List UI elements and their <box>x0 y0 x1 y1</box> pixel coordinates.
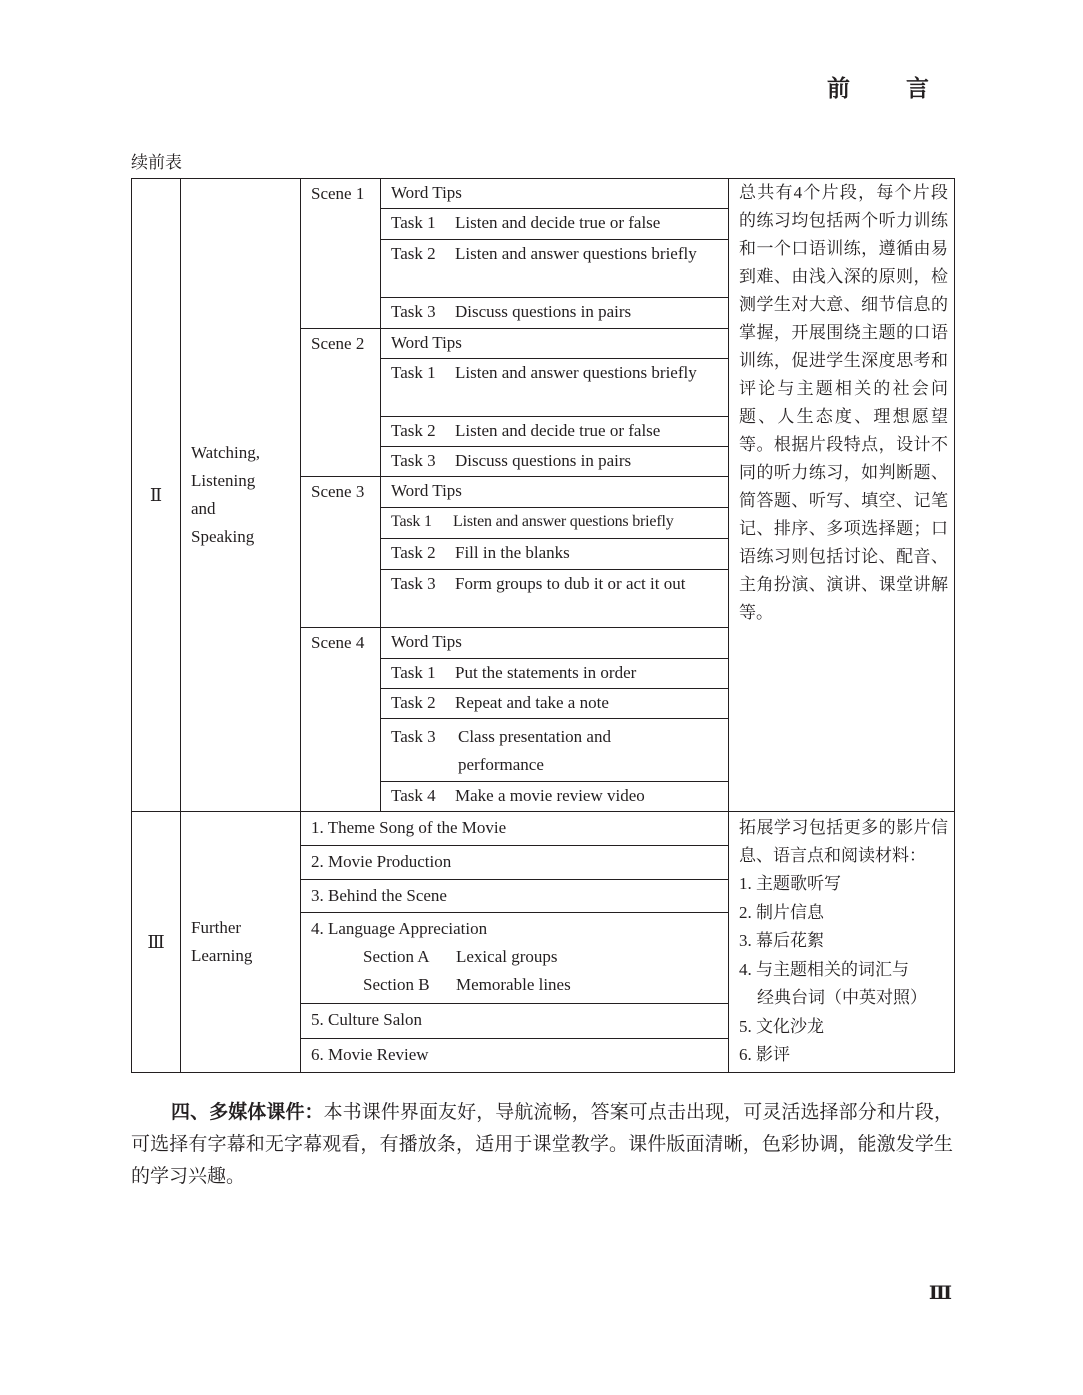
part-ii-description: 总共有4个片段，每个片段的练习均包括两个听力训练和一个口语训练，遵循由易到难、由浅入深的原则，检测学生对大意、细节信息的掌握，开展围绕主题的口语训练，促进学生深度思考和评论与主题相关的社会问题、人生态度、理想愿望等。根据片段特点，设计不同的听力练习，如判断题、简答题、听写、填空、记笔记、排序、多项选择题；口语练习则包括讨论、配音、主角扮演、演讲、课堂讲解等。 <box>729 179 955 812</box>
module-line: Watching, <box>191 443 260 462</box>
list-item: 经典台词（中英对照） <box>757 988 927 1007</box>
further-item-language <box>301 913 729 1004</box>
task-text: Listen and answer questions briefly <box>453 513 674 530</box>
table-row <box>132 179 955 209</box>
scene-label: Scene 4 <box>301 628 381 812</box>
task-number: Task 2 <box>391 421 436 440</box>
task-text: Listen and decide true or false <box>455 213 661 232</box>
task-cell <box>381 240 729 298</box>
list-item: 6. 影评 <box>739 1045 790 1064</box>
task-cell <box>381 659 729 689</box>
task-text: Word Tips <box>391 632 462 651</box>
section-text: Lexical groups <box>456 947 558 966</box>
task-text: Make a movie review video <box>455 786 645 805</box>
task-cell <box>381 782 729 812</box>
part-ii-numeral: Ⅱ <box>132 179 181 812</box>
task-cell <box>381 359 729 417</box>
scene-label: Scene 3 <box>301 477 381 628</box>
task-cell <box>381 689 729 719</box>
task-text: Listen and answer questions briefly <box>455 244 697 263</box>
task-text: Listen and decide true or false <box>455 421 661 440</box>
task-cell <box>381 209 729 240</box>
table-row <box>132 812 955 846</box>
page-number: Ⅲ <box>928 1282 952 1304</box>
task-cell <box>381 329 729 359</box>
task-text: Listen and answer questions briefly <box>455 363 697 382</box>
part-ii-module <box>181 179 301 812</box>
task-number: Task 4 <box>391 786 436 805</box>
task-text: Put the statements in order <box>455 663 637 682</box>
task-number: Task 2 <box>391 543 436 562</box>
further-item: 4. Language Appreciation <box>311 919 488 938</box>
task-cell <box>381 508 729 539</box>
list-item: 1. 主题歌听写 <box>739 874 841 893</box>
description-list <box>739 870 948 1070</box>
task-cell <box>381 539 729 570</box>
task-text: Discuss questions in pairs <box>455 302 632 321</box>
task-cell <box>381 628 729 659</box>
list-item: 3. 幕后花絮 <box>739 931 824 950</box>
task-number: Task 1 <box>391 213 436 232</box>
part-iii-description <box>729 812 955 1073</box>
list-item: 2. 制片信息 <box>739 902 824 922</box>
body-paragraph <box>131 1096 953 1192</box>
list-item: 5. 文化沙龙 <box>739 1016 824 1036</box>
task-number: Task 3 <box>391 574 436 593</box>
task-number: Task 1 <box>391 513 432 530</box>
module-line: Further <box>191 918 242 937</box>
task-cell <box>381 298 729 329</box>
task-cell <box>381 447 729 477</box>
further-item: 5. Culture Salon <box>301 1004 729 1039</box>
task-number: Task 3 <box>391 451 436 470</box>
scene-label: Scene 1 <box>301 179 381 329</box>
course-structure-table <box>131 178 955 1073</box>
description-intro: 拓展学习包括更多的影片信息、语言点和阅读材料： <box>739 818 948 865</box>
module-line: Listening <box>191 471 256 490</box>
module-line: Speaking <box>191 527 255 546</box>
paragraph-lead: 四、多媒体课件： <box>171 1101 324 1123</box>
task-text: Word Tips <box>391 183 462 202</box>
section-line <box>311 943 718 971</box>
section-number: Section B <box>363 975 430 994</box>
task-number: Task 3 <box>391 302 436 321</box>
module-line: and <box>191 499 216 518</box>
part-iii-module <box>181 812 301 1073</box>
task-cell <box>381 719 729 782</box>
table-caption: 续前表 <box>131 153 182 173</box>
section-line <box>311 971 718 999</box>
task-text: Discuss questions in pairs <box>455 451 632 470</box>
task-cell <box>381 179 729 209</box>
section-number: Section A <box>363 947 430 966</box>
task-number: Task 1 <box>391 363 436 382</box>
further-item: 3. Behind the Scene <box>301 880 729 913</box>
further-item: 2. Movie Production <box>301 846 729 880</box>
scene-label: Scene 2 <box>301 329 381 477</box>
page-header-title: 前 言 <box>826 75 953 102</box>
module-line: Learning <box>191 946 253 965</box>
further-item: 1. Theme Song of the Movie <box>301 812 729 846</box>
task-cell <box>381 417 729 447</box>
task-cell <box>381 477 729 508</box>
task-number: Task 1 <box>391 663 436 682</box>
task-text: Fill in the blanks <box>455 543 570 562</box>
task-text: Word Tips <box>391 333 462 352</box>
task-text: Word Tips <box>391 481 462 500</box>
task-text: Repeat and take a note <box>455 693 609 712</box>
section-text: Memorable lines <box>456 975 571 994</box>
further-item: 6. Movie Review <box>301 1039 729 1073</box>
task-cell <box>381 570 729 628</box>
task-text: Class presentation and performance <box>458 727 611 774</box>
task-text: Form groups to dub it or act it out <box>455 574 686 593</box>
list-item: 4. 与主题相关的词汇与 <box>739 959 909 979</box>
task-number: Task 2 <box>391 693 436 712</box>
paragraph-text: 本书课件界面友好，导航流畅，答案可点击出现，可灵活选择部分和片段，可选择有字幕和无字幕观看，有播放条，适用于课堂教学。课件版面清晰，色彩协调，能激发学生的学习兴趣。 <box>131 1101 953 1187</box>
part-iii-numeral: Ⅲ <box>132 812 181 1073</box>
task-number: Task 3 <box>391 727 436 746</box>
task-number: Task 2 <box>391 244 436 263</box>
